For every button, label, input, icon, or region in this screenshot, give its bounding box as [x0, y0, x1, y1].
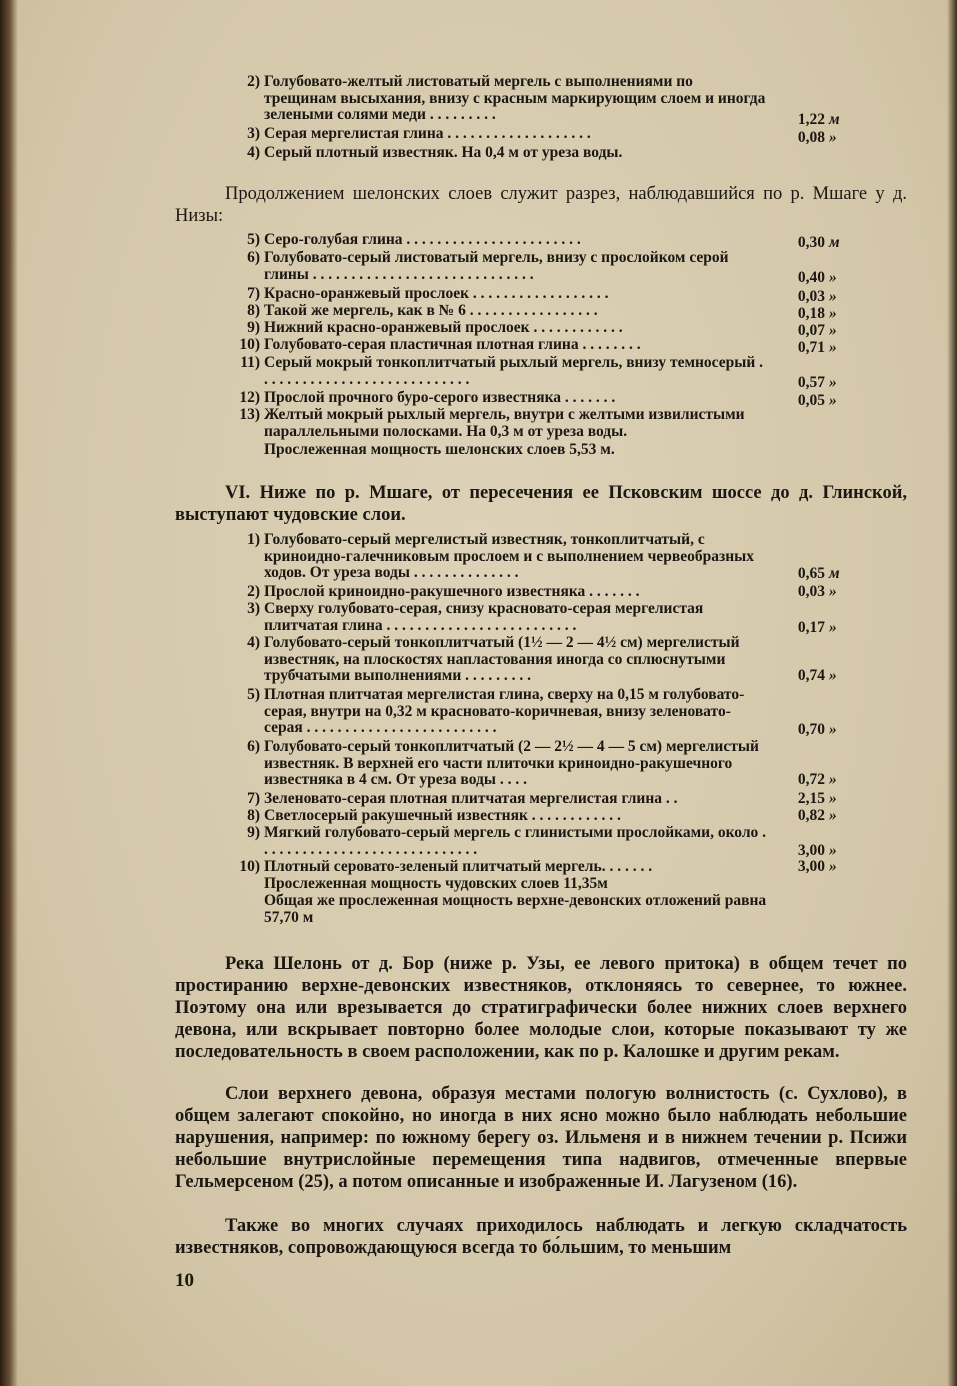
entry-number: 5) [247, 231, 260, 248]
upper-devonian-total-thickness: Общая же прослеженная мощность верхне-девонских отложений равна 57,70 м [264, 892, 767, 926]
page-number: 10 [175, 1270, 194, 1291]
entry-unit: м [829, 111, 840, 128]
entry-unit: » [829, 269, 837, 286]
entry-value: 0,05 [797, 392, 825, 409]
entry-value: 0,08 [797, 129, 825, 146]
entry-text: Серая мергелистая глина . . . . . . . . . . . . . . . . . . . [264, 125, 591, 142]
entry-text: Мягкий голубовато-серый мергель с глинистыми прослойками, около . . . . . . . . . . . . . . . . . . . . . . . . . . . . . [264, 824, 767, 858]
entry-number: 3) [247, 125, 260, 142]
entry-text: Голубовато-серая пластичная плотная глина . . . . . . . . [264, 336, 641, 353]
section-vi-heading: VI. Ниже по р. Мшаге, от пересечения ее Псковским шоссе до д. Глинской, выступают чудовские слои. [175, 483, 907, 525]
entry-number: 7) [247, 285, 260, 302]
entry-unit: » [829, 322, 837, 339]
entry-number: 3) [247, 600, 260, 617]
entry-text: Красно-оранжевый прослоек . . . . . . . . . . . . . . . . . . [264, 285, 609, 302]
entry-value: 0,74 [797, 667, 825, 684]
entry-unit: » [829, 392, 837, 409]
entry-value: 0,71 [797, 339, 825, 356]
entry-text: Серый мокрый тонкоплитчатый рыхлый мергель, внизу темносерый . . . . . . . . . . . . . . . . . . . . . . . . . . . . [264, 354, 764, 388]
entry-number: 10) [239, 336, 260, 353]
entry-value: 2,15 [797, 790, 825, 807]
entry-number: 1) [247, 531, 260, 548]
entry-unit: » [829, 305, 837, 322]
entry-unit: » [829, 842, 837, 859]
entry-unit: » [829, 721, 837, 738]
paragraph-folding: Также во многих случаях приходилось наблюдать и легкую складчатость известняков, сопровождающуюся всегда то бо́льшим, то меньшим [175, 1216, 907, 1258]
entry-number: 7) [247, 790, 260, 807]
paragraph-upper-devonian-layers: Слои верхнего девона, образуя местами пологую волнистость (с. Сухлово), в общем залегают спокойно, но иногда в них ясно можно было наблюдать небольшие нарушения, например: по южному берегу оз. Ильменя и в нижнем течении р. Псижи небольшие внутрислойные перемещения типа надвигов, отмеченные впервые Гельмерсеном (25), а потом описанные и изображенные И. Лагузеном (16). [175, 1084, 907, 1192]
entry-unit: » [829, 667, 837, 684]
entry-text: Нижний красно-оранжевый прослоек . . . . . . . . . . . . [264, 319, 623, 336]
entry-number: 5) [247, 686, 260, 703]
entry-text: Голубовато-серый тонкоплитчатый (2 — 2½ — 4 — 5 см) мергелистый известняк. В верхней его части плиточки криноидно-ракушечного известняка в 4 см. От уреза воды . . . . [264, 738, 759, 788]
entry-text: Светлосерый ракушечный известняк . . . . . . . . . . . . [264, 807, 621, 824]
entry-unit: » [829, 771, 837, 788]
entry-number: 2) [247, 73, 260, 90]
entry-number: 12) [239, 389, 260, 406]
entry-value: 0,65 [797, 565, 825, 582]
entry-unit: » [829, 374, 837, 391]
entry-number: 4) [247, 634, 260, 651]
entry-unit: » [829, 619, 837, 636]
entry-text: Зеленовато-серая плотная плитчатая мергелистая глина . . [264, 790, 678, 807]
entry-unit: » [829, 288, 837, 305]
entry-number: 6) [247, 738, 260, 755]
entry-text: Голубовато-серый тонкоплитчатый (1½ — 2 — 4½ см) мергелистый известняк, на плоскостях напластования иногда со сплюснутыми трубчатыми выполнениями . . . . . . . . . [264, 634, 740, 684]
entry-text: Голубовато-желтый листоватый мергель с выполнениями по трещинам высыхания, внизу с красным маркирующим слоем и иногда зелеными солями меди . . . . . . . . . [264, 73, 766, 123]
paragraph-shelon-river: Река Шелонь от д. Бор (ниже р. Узы, ее левого притока) в общем течет по простиранию верхне-девонских известняков, отклоняясь то севернее, то южнее. Поэтому она или врезывается до стратиграфически более нижних слоев верхнего девона, или вскрывает повторно более молодые слои, которые показывают ту же последовательность в своем расположении, как по р. Калошке и другим рекам. [175, 954, 907, 1062]
entry-text: Серый плотный известняк. На 0,4 м от уреза воды. [264, 144, 623, 161]
entry-number: 10) [239, 858, 260, 875]
entry-value: 0,70 [797, 721, 825, 738]
entry-unit: » [829, 790, 837, 807]
entry-value: 0,07 [797, 322, 825, 339]
entry-value: 0,03 [797, 583, 825, 600]
entry-value: 3,00 [797, 842, 825, 859]
paragraph-intro-mshaga: Продолжением шелонских слоев служит разрез, наблюдавшийся по р. Мшаге у д. Низы: [175, 184, 907, 226]
entry-unit: » [829, 858, 837, 875]
entry-text: Плотная плитчатая мергелистая глина, сверху на 0,15 м голубовато-серая, внутри на 0,32 м красновато-коричневая, внизу зеленовато-серая . . . . . . . . . . . . . . . . . . . . . . . . . [264, 686, 745, 736]
entry-unit: » [829, 129, 837, 146]
entry-value: 0,57 [797, 374, 825, 391]
entry-text: Такой же мергель, как в № 6 . . . . . . . . . . . . . . . . . [264, 302, 598, 319]
entry-unit: м [829, 234, 840, 251]
entry-number: 9) [247, 824, 260, 841]
entry-text: Голубовато-серый мергелистый известняк, тонкоплитчатый, с криноидно-галечниковым прослоем и с выполнением червеобразных ходов. От уреза воды . . . . . . . . . . . . . . [264, 531, 754, 581]
entry-value: 0,72 [797, 771, 825, 788]
entry-unit: » [829, 807, 837, 824]
entry-number: 6) [247, 249, 260, 266]
entry-value: 0,40 [797, 269, 825, 286]
entry-text: Прослой прочного буро-серого известняка . . . . . . . [264, 389, 616, 406]
chudovo-total-thickness: Прослеженная мощность чудовских слоев 11,35м [264, 875, 608, 892]
entry-number: 9) [247, 319, 260, 336]
entry-number: 8) [247, 302, 260, 319]
entry-value: 1,22 [797, 111, 825, 128]
shelon-total-thickness: Прослеженная мощность шелонских слоев 5,53 м. [264, 441, 615, 458]
page-left-edge-shadow [0, 0, 18, 1386]
entry-number: 4) [247, 144, 260, 161]
entry-number: 11) [240, 354, 260, 371]
entry-text: Голубовато-серый листоватый мергель, внизу с прослойком серой глины . . . . . . . . . . . . . . . . . . . . . . . . . . . . . [264, 249, 729, 283]
entry-value: 0,30 [797, 234, 825, 251]
entry-text: Сверху голубовато-серая, снизу красновато-серая мергелистая плитчатая глина . . . . . . . . . . . . . . . . . . . . . . . . . [264, 600, 704, 634]
entry-value: 0,03 [797, 288, 825, 305]
page-right-edge-shadow [947, 0, 957, 1386]
entry-number: 8) [247, 807, 260, 824]
entry-value: 0,17 [797, 619, 825, 636]
entry-text: Прослой криноидно-ракушечного известняка . . . . . . . [264, 583, 640, 600]
entry-text: Плотный серовато-зеленый плитчатый мергель. . . . . . . [264, 858, 653, 875]
entry-value: 0,82 [797, 807, 825, 824]
entry-value: 0,18 [797, 305, 825, 322]
entry-text: Желтый мокрый рыхлый мергель, внутри с желтыми извилистыми параллельными полосками. На 0,3 м от уреза воды. [264, 406, 745, 440]
entry-number: 2) [247, 583, 260, 600]
entry-unit: м [829, 565, 840, 582]
entry-unit: » [829, 583, 837, 600]
entry-number: 13) [239, 406, 260, 423]
entry-text: Серо-голубая глина . . . . . . . . . . . . . . . . . . . . . . . [264, 231, 581, 248]
entry-value: 3,00 [797, 858, 825, 875]
entry-unit: » [829, 339, 837, 356]
